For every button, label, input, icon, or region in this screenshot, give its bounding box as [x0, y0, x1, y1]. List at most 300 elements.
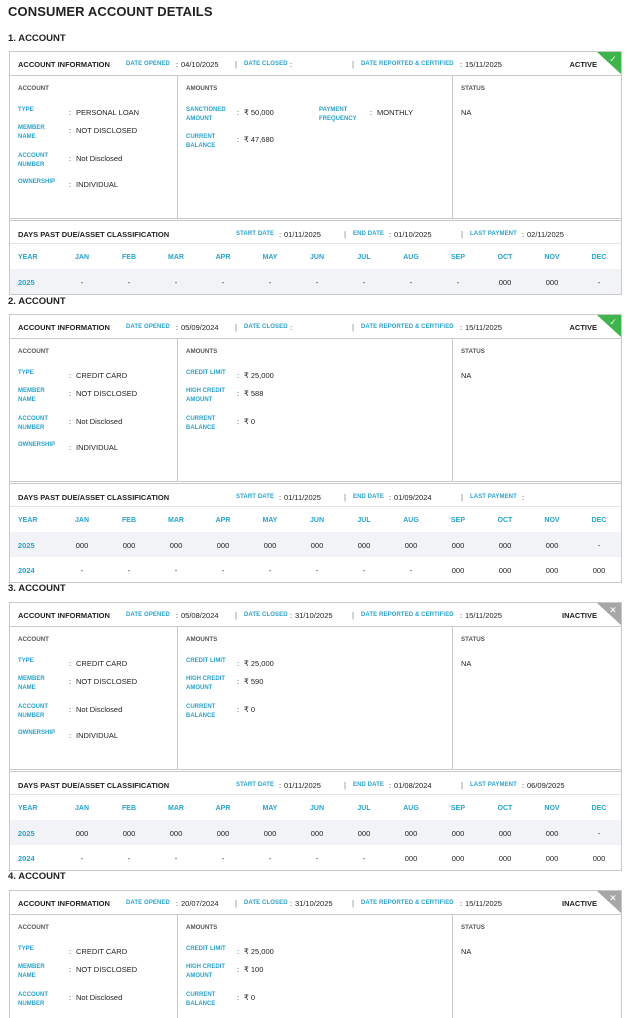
- date-closed-value: 31/10/2025: [295, 611, 333, 620]
- month-header-cell: FEB: [122, 517, 136, 524]
- dpd-month-cell: -: [174, 566, 178, 575]
- dpd-month-cell: -: [80, 566, 84, 575]
- dpd-month-cell: -: [127, 854, 131, 863]
- month-header-cell: MAR: [168, 254, 184, 261]
- date-reported-colon: :: [460, 899, 463, 908]
- account-column: [10, 915, 178, 1018]
- date-closed-label: DATE CLOSED: [244, 324, 288, 330]
- amounts-column: [178, 915, 453, 1018]
- account-info-title: ACCOUNT INFORMATION: [18, 611, 110, 620]
- amount-tertiary-field-value: ₹ 0: [244, 993, 256, 1002]
- end-date-value: 01/09/2024: [394, 493, 432, 502]
- month-header-cell: SEP: [450, 254, 466, 261]
- dpd-month-cell: 000: [169, 829, 183, 838]
- account-number-field-colon: :: [69, 417, 72, 426]
- amount-tertiary-field-colon: :: [237, 993, 240, 1002]
- account-card: [9, 314, 622, 583]
- month-header-cell: NOV: [544, 254, 560, 261]
- member-name-field-value: NOT DISCLOSED: [76, 389, 138, 398]
- month-header-row: [10, 795, 621, 820]
- dpd-month-cell: -: [315, 854, 319, 863]
- dpd-month-cell: -: [127, 278, 131, 287]
- dpd-month-cell: 000: [545, 829, 559, 838]
- amount-primary-field-label: CREDIT LIMIT: [186, 658, 226, 664]
- header-separator: |: [235, 323, 238, 332]
- dpd-month-cell: 000: [498, 278, 512, 287]
- dpd-month-cell: -: [80, 854, 84, 863]
- month-header-cell: NOV: [544, 805, 560, 812]
- amount-tertiary-field-label: CURRENT BALANCE: [186, 416, 216, 431]
- month-header-cell: MAY: [262, 805, 278, 812]
- ownership-field-label: OWNERSHIP: [18, 730, 56, 736]
- header-separator: |: [352, 899, 355, 908]
- account-body: [10, 76, 621, 219]
- amount-secondary-field-label: HIGH CREDIT AMOUNT: [186, 964, 225, 979]
- dpd-month-cell: 000: [357, 541, 371, 550]
- account-card: [9, 51, 622, 295]
- dpd-month-cell: 000: [122, 541, 136, 550]
- member-name-field-label: MEMBER NAME: [18, 125, 45, 140]
- dpd-month-cell: 000: [404, 829, 418, 838]
- payment-frequency-field-label: PAYMENT FREQUENCY: [319, 107, 357, 122]
- month-header-cell: JUN: [309, 517, 325, 524]
- date-reported-value: 15/11/2025: [465, 611, 502, 620]
- month-header-cell: APR: [215, 805, 231, 812]
- last-payment-label: LAST PAYMENT: [470, 782, 517, 788]
- account-number-field-colon: :: [69, 705, 72, 714]
- member-name-field-colon: :: [69, 389, 72, 398]
- account-number-field-value: Not Disclosed: [76, 705, 123, 714]
- member-name-field-label: MEMBER NAME: [18, 676, 45, 691]
- dpd-month-cell: 000: [451, 829, 465, 838]
- dpd-month-cell: -: [174, 278, 178, 287]
- dpd-year-row: [10, 820, 621, 845]
- member-name-field-label: MEMBER NAME: [18, 388, 45, 403]
- account-column: [10, 339, 178, 481]
- month-header-cell: JUL: [357, 254, 371, 261]
- month-header-cell: JUN: [309, 254, 325, 261]
- date-closed-colon: :: [290, 323, 293, 332]
- account-card: [9, 890, 622, 1018]
- dpd-month-cell: 000: [216, 829, 230, 838]
- amount-tertiary-field-colon: :: [237, 417, 240, 426]
- dpd-month-cell: -: [174, 854, 178, 863]
- member-name-field-colon: :: [69, 965, 72, 974]
- amount-secondary-field-label: CURRENT BALANCE: [186, 134, 216, 149]
- date-opened-label: DATE OPENED: [126, 61, 170, 67]
- dpd-month-cell: 000: [545, 566, 559, 575]
- month-header-cell: JAN: [74, 254, 90, 261]
- start-date-colon: :: [279, 493, 282, 502]
- status-cross-icon: [597, 603, 621, 625]
- status-column-title: STATUS: [461, 348, 485, 355]
- ownership-field-value: INDIVIDUAL: [76, 180, 119, 189]
- date-reported-label: DATE REPORTED & CERTIFIED: [361, 612, 454, 618]
- amount-tertiary-field-label: CURRENT BALANCE: [186, 704, 216, 719]
- month-header-cell: JUN: [309, 805, 325, 812]
- status-text: ACTIVE: [569, 60, 597, 69]
- dpd-year-cell: 2024: [18, 566, 35, 575]
- date-closed-value: 31/10/2025: [295, 899, 333, 908]
- dpd-month-cell: 000: [216, 541, 230, 550]
- date-closed-colon: :: [290, 899, 293, 908]
- dpd-separator: |: [344, 493, 347, 502]
- type-field-colon: :: [69, 947, 72, 956]
- amount-primary-field-value: ₹ 50,000: [244, 108, 274, 117]
- amount-primary-field-value: ₹ 25,000: [244, 659, 274, 668]
- amount-tertiary-field-value: ₹ 0: [244, 417, 256, 426]
- start-date-value: 01/11/2025: [284, 230, 321, 239]
- member-name-field-value: NOT DISCLOSED: [76, 126, 138, 135]
- month-header-cell: AUG: [403, 805, 419, 812]
- dpd-month-cell: 000: [169, 541, 183, 550]
- account-info-header: [10, 315, 621, 339]
- month-header-cell: JAN: [74, 805, 90, 812]
- dpd-month-cell: 000: [404, 541, 418, 550]
- dpd-separator: |: [344, 230, 347, 239]
- date-closed-label: DATE CLOSED: [244, 900, 288, 906]
- amount-primary-field-label: SANCTIONED AMOUNT: [186, 107, 226, 122]
- account-column-title: ACCOUNT: [18, 924, 49, 931]
- dpd-month-cell: 000: [263, 541, 277, 550]
- month-header-cell: MAY: [262, 517, 278, 524]
- type-field-label: TYPE: [18, 658, 34, 664]
- status-cross-icon: [597, 891, 621, 913]
- amount-tertiary-field-colon: :: [237, 705, 240, 714]
- dpd-year-cell: 2025: [18, 278, 35, 287]
- dpd-month-cell: 000: [498, 541, 512, 550]
- date-reported-colon: :: [460, 323, 463, 332]
- dpd-year-cell: 2025: [18, 829, 35, 838]
- type-field-value: CREDIT CARD: [76, 947, 128, 956]
- dpd-year-cell: 2025: [18, 541, 35, 550]
- dpd-month-cell: -: [221, 278, 225, 287]
- date-closed-colon: :: [290, 611, 293, 620]
- status-value: NA: [461, 108, 472, 117]
- amount-primary-field-colon: :: [237, 659, 240, 668]
- amount-secondary-field-value: ₹ 100: [244, 965, 264, 974]
- date-opened-colon: :: [176, 899, 179, 908]
- page-title: CONSUMER ACCOUNT DETAILS: [8, 4, 213, 19]
- month-header-cell: FEB: [122, 805, 136, 812]
- month-header-cell: JAN: [74, 517, 90, 524]
- amount-primary-field-colon: :: [237, 371, 240, 380]
- dpd-header: [10, 771, 621, 795]
- ownership-field-value: INDIVIDUAL: [76, 731, 119, 740]
- last-payment-colon: :: [522, 781, 525, 790]
- start-date-label: START DATE: [236, 494, 275, 500]
- status-column-title: STATUS: [461, 924, 485, 931]
- dpd-month-cell: 000: [357, 829, 371, 838]
- dpd-separator: |: [461, 781, 464, 790]
- type-field-value: PERSONAL LOAN: [76, 108, 140, 117]
- dpd-month-cell: -: [315, 566, 319, 575]
- month-header-cell: OCT: [497, 254, 513, 261]
- month-header-cell: YEAR: [18, 517, 38, 524]
- dpd-month-cell: -: [362, 278, 366, 287]
- dpd-title: DAYS PAST DUE/ASSET CLASSIFICATION: [18, 493, 170, 502]
- date-reported-label: DATE REPORTED & CERTIFIED: [361, 324, 454, 330]
- amount-primary-field-value: ₹ 25,000: [244, 947, 274, 956]
- amount-secondary-field-colon: :: [237, 389, 240, 398]
- date-reported-value: 15/11/2025: [465, 60, 502, 69]
- type-field-label: TYPE: [18, 107, 34, 113]
- month-header-cell: JUL: [357, 805, 371, 812]
- amount-secondary-field-label: HIGH CREDIT AMOUNT: [186, 388, 225, 403]
- account-number-field-label: ACCOUNT NUMBER: [18, 416, 48, 431]
- month-header-cell: MAR: [168, 805, 184, 812]
- date-reported-value: 15/11/2025: [465, 323, 502, 332]
- account-column: [10, 627, 178, 769]
- amounts-column-title: AMOUNTS: [186, 85, 218, 92]
- amounts-column: [178, 76, 453, 218]
- account-info-header: [10, 603, 621, 627]
- member-name-field-label: MEMBER NAME: [18, 964, 45, 979]
- date-opened-value: 05/09/2024: [181, 323, 219, 332]
- month-header-cell: AUG: [403, 517, 419, 524]
- end-date-colon: :: [389, 493, 392, 502]
- dpd-month-cell: -: [268, 854, 272, 863]
- dpd-month-cell: 000: [451, 566, 465, 575]
- dpd-title: DAYS PAST DUE/ASSET CLASSIFICATION: [18, 230, 170, 239]
- amount-secondary-field-value: ₹ 47,680: [244, 135, 274, 144]
- last-payment-colon: :: [522, 493, 525, 502]
- status-column: [453, 76, 621, 218]
- dpd-month-cell: -: [221, 566, 225, 575]
- status-text: INACTIVE: [561, 611, 597, 620]
- amount-secondary-field-value: ₹ 590: [244, 677, 264, 686]
- start-date-value: 01/11/2025: [284, 493, 321, 502]
- dpd-separator: |: [344, 781, 347, 790]
- date-closed-label: DATE CLOSED: [244, 612, 288, 618]
- month-header-cell: DEC: [591, 805, 607, 812]
- account-info-title: ACCOUNT INFORMATION: [18, 323, 110, 332]
- date-reported-label: DATE REPORTED & CERTIFIED: [361, 900, 454, 906]
- month-header-cell: AUG: [403, 254, 419, 261]
- dpd-month-cell: -: [362, 566, 366, 575]
- date-opened-value: 20/07/2024: [181, 899, 219, 908]
- account-column-title: ACCOUNT: [18, 348, 49, 355]
- account-number-field-label: ACCOUNT NUMBER: [18, 153, 48, 168]
- amounts-column: [178, 339, 453, 481]
- end-date-label: END DATE: [353, 782, 385, 788]
- dpd-month-cell: 000: [75, 829, 89, 838]
- dpd-month-cell: -: [315, 278, 319, 287]
- amounts-column-title: AMOUNTS: [186, 348, 218, 355]
- ownership-field-colon: :: [69, 180, 72, 189]
- end-date-colon: :: [389, 230, 392, 239]
- account-heading: 4. ACCOUNT: [8, 871, 66, 882]
- date-reported-colon: :: [460, 611, 463, 620]
- month-header-cell: JUL: [357, 517, 371, 524]
- status-column: [453, 339, 621, 481]
- month-header-cell: OCT: [497, 517, 513, 524]
- dpd-month-cell: -: [268, 278, 272, 287]
- dpd-separator: |: [461, 493, 464, 502]
- date-opened-colon: :: [176, 60, 179, 69]
- status-value: NA: [461, 659, 472, 668]
- header-separator: |: [352, 611, 355, 620]
- month-header-cell: APR: [215, 254, 231, 261]
- dpd-year-row: [10, 269, 621, 294]
- month-header-cell: MAY: [262, 254, 278, 261]
- date-opened-label: DATE OPENED: [126, 900, 170, 906]
- account-column-title: ACCOUNT: [18, 85, 49, 92]
- date-opened-value: 04/10/2025: [181, 60, 219, 69]
- dpd-header: [10, 220, 621, 244]
- dpd-month-cell: -: [80, 278, 84, 287]
- type-field-value: CREDIT CARD: [76, 659, 128, 668]
- amount-secondary-field-colon: :: [237, 677, 240, 686]
- account-card: [9, 602, 622, 871]
- month-header-cell: DEC: [591, 254, 607, 261]
- ownership-field-colon: :: [69, 443, 72, 452]
- dpd-month-cell: 000: [263, 829, 277, 838]
- status-column-title: STATUS: [461, 85, 485, 92]
- amounts-column: [178, 627, 453, 769]
- dpd-month-cell: 000: [498, 829, 512, 838]
- account-number-field-value: Not Disclosed: [76, 417, 123, 426]
- amounts-column-title: AMOUNTS: [186, 636, 218, 643]
- status-icon-glyph: ✕: [609, 606, 617, 616]
- dpd-month-cell: -: [409, 278, 413, 287]
- month-header-cell: SEP: [450, 517, 466, 524]
- amount-tertiary-field-label: CURRENT BALANCE: [186, 992, 216, 1007]
- month-header-cell: APR: [215, 517, 231, 524]
- ownership-field-label: OWNERSHIP: [18, 442, 56, 448]
- month-header-cell: NOV: [544, 517, 560, 524]
- account-number-field-colon: :: [69, 993, 72, 1002]
- amounts-column-title: AMOUNTS: [186, 924, 218, 931]
- amount-secondary-field-colon: :: [237, 965, 240, 974]
- date-closed-colon: :: [290, 60, 293, 69]
- start-date-label: START DATE: [236, 231, 275, 237]
- date-reported-value: 15/11/2025: [465, 899, 502, 908]
- month-header-cell: FEB: [122, 254, 136, 261]
- date-opened-colon: :: [176, 323, 179, 332]
- member-name-field-value: NOT DISCLOSED: [76, 677, 138, 686]
- account-body: [10, 339, 621, 482]
- dpd-year-cell: 2024: [18, 854, 35, 863]
- dpd-month-cell: -: [456, 278, 460, 287]
- status-text: INACTIVE: [561, 899, 597, 908]
- status-text: ACTIVE: [569, 323, 597, 332]
- dpd-month-cell: -: [127, 566, 131, 575]
- month-header-cell: OCT: [497, 805, 513, 812]
- ownership-field-label: OWNERSHIP: [18, 179, 56, 185]
- status-icon-glyph: ✕: [609, 894, 617, 904]
- start-date-value: 01/11/2025: [284, 781, 321, 790]
- amount-secondary-field-colon: :: [237, 135, 240, 144]
- month-header-cell: MAR: [168, 517, 184, 524]
- account-info-title: ACCOUNT INFORMATION: [18, 60, 110, 69]
- amount-primary-field-colon: :: [237, 108, 240, 117]
- status-column: [453, 627, 621, 769]
- date-opened-colon: :: [176, 611, 179, 620]
- dpd-month-cell: 000: [404, 854, 418, 863]
- dpd-month-cell: -: [597, 278, 601, 287]
- type-field-colon: :: [69, 371, 72, 380]
- start-date-colon: :: [279, 230, 282, 239]
- amount-tertiary-field-value: ₹ 0: [244, 705, 256, 714]
- payment-frequency-field-value: MONTHLY: [377, 108, 414, 117]
- account-heading: 3. ACCOUNT: [8, 583, 66, 594]
- type-field-colon: :: [69, 108, 72, 117]
- account-info-header: [10, 52, 621, 76]
- date-closed-label: DATE CLOSED: [244, 61, 288, 67]
- start-date-label: START DATE: [236, 782, 275, 788]
- amount-secondary-field-label: HIGH CREDIT AMOUNT: [186, 676, 225, 691]
- ownership-field-value: INDIVIDUAL: [76, 443, 119, 452]
- last-payment-value: 06/09/2025: [527, 781, 565, 790]
- status-icon-glyph: ✓: [609, 318, 617, 328]
- dpd-month-cell: 000: [451, 541, 465, 550]
- dpd-month-cell: 000: [451, 854, 465, 863]
- last-payment-colon: :: [522, 230, 525, 239]
- dpd-month-cell: 000: [592, 566, 606, 575]
- amount-primary-field-value: ₹ 25,000: [244, 371, 274, 380]
- amount-primary-field-label: CREDIT LIMIT: [186, 370, 226, 376]
- end-date-value: 01/10/2025: [394, 230, 432, 239]
- status-check-icon: [597, 315, 621, 337]
- payment-frequency-field-colon: :: [370, 108, 373, 117]
- dpd-month-cell: 000: [310, 829, 324, 838]
- month-header-cell: YEAR: [18, 805, 38, 812]
- account-heading: 1. ACCOUNT: [8, 33, 66, 44]
- dpd-year-row: [10, 845, 621, 870]
- status-check-icon: [597, 52, 621, 74]
- last-payment-value: 02/11/2025: [527, 230, 564, 239]
- ownership-field-colon: :: [69, 731, 72, 740]
- dpd-month-cell: 000: [545, 278, 559, 287]
- account-body: [10, 915, 621, 1018]
- header-separator: |: [235, 611, 238, 620]
- member-name-field-value: NOT DISCLOSED: [76, 965, 138, 974]
- dpd-header: [10, 483, 621, 507]
- end-date-label: END DATE: [353, 494, 385, 500]
- end-date-label: END DATE: [353, 231, 385, 237]
- dpd-month-cell: -: [362, 854, 366, 863]
- amount-primary-field-colon: :: [237, 947, 240, 956]
- dpd-month-cell: 000: [122, 829, 136, 838]
- account-body: [10, 627, 621, 770]
- status-value: NA: [461, 947, 472, 956]
- dpd-month-cell: 000: [75, 541, 89, 550]
- account-info-header: [10, 891, 621, 915]
- date-opened-label: DATE OPENED: [126, 324, 170, 330]
- end-date-value: 01/08/2024: [394, 781, 432, 790]
- status-value: NA: [461, 371, 472, 380]
- date-reported-colon: :: [460, 60, 463, 69]
- amount-primary-field-label: CREDIT LIMIT: [186, 946, 226, 952]
- type-field-colon: :: [69, 659, 72, 668]
- end-date-colon: :: [389, 781, 392, 790]
- header-separator: |: [235, 60, 238, 69]
- type-field-label: TYPE: [18, 370, 34, 376]
- account-column: [10, 76, 178, 218]
- last-payment-label: LAST PAYMENT: [470, 231, 517, 237]
- dpd-month-cell: -: [597, 829, 601, 838]
- type-field-label: TYPE: [18, 946, 34, 952]
- dpd-month-cell: -: [597, 541, 601, 550]
- month-header-cell: YEAR: [18, 254, 38, 261]
- header-separator: |: [352, 60, 355, 69]
- date-reported-label: DATE REPORTED & CERTIFIED: [361, 61, 454, 67]
- account-column-title: ACCOUNT: [18, 636, 49, 643]
- account-number-field-value: Not Disclosed: [76, 993, 123, 1002]
- account-number-field-value: Not Disclosed: [76, 154, 123, 163]
- dpd-month-cell: 000: [498, 854, 512, 863]
